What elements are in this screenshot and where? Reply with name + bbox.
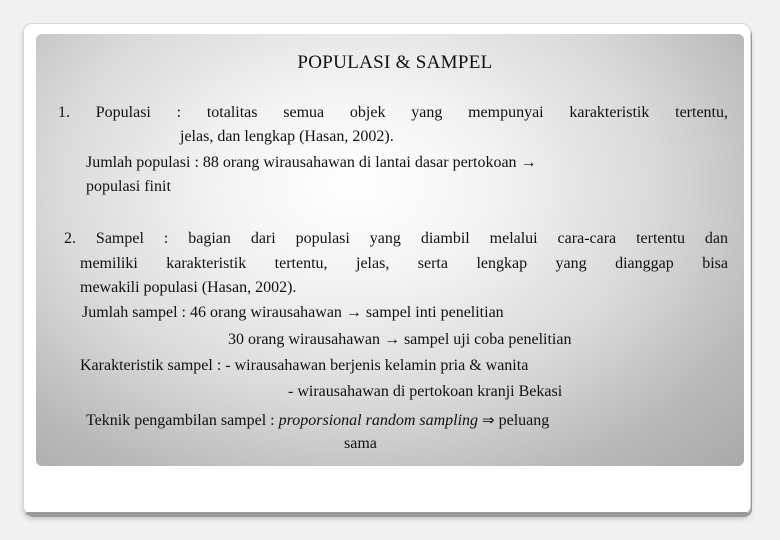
populasi-definition-line-1: 1. Populasi : totalitas semua objek yang mempunyai karakteristik tertentu, <box>58 104 728 121</box>
sampling-technique-continuation: sama <box>344 435 377 452</box>
sampling-method: proporsional random sampling <box>278 412 479 429</box>
sampel-count-line-2: 30 orang wirausahawan → sampel uji coba penelitian <box>228 331 572 348</box>
sampling-technique-label: Teknik pengambilan sampel : <box>86 412 275 429</box>
sampel-definition-line-2: memiliki karakteristik tertentu, jelas, serta lengkap yang dianggap bisa <box>80 255 728 272</box>
sampel-characteristic-line-2: - wirausahawan di pertokoan kranji Bekasi <box>288 383 563 400</box>
sampel-definition-line-1: 2. Sampel : bagian dari populasi yang diambil melalui cara-cara tertentu dan <box>64 230 728 247</box>
page-title: POPULASI & SAMPEL <box>297 52 493 73</box>
sampel-definition-line-3: mewakili populasi (Hasan, 2002). <box>80 279 297 296</box>
sampling-technique-line <box>86 410 549 431</box>
populasi-definition-line-2: jelas, dan lengkap (Hasan, 2002). <box>180 128 394 145</box>
implies-arrow-icon: ⇒ <box>482 411 495 429</box>
slide-bottom-border <box>26 512 748 515</box>
populasi-count-line: Jumlah populasi : 88 orang wirausahawan di lantai dasar pertokoan → <box>86 154 537 171</box>
sampel-characteristic-line-1: Karakteristik sampel : - wirausahawan berjenis kelamin pria & wanita <box>80 357 529 374</box>
sampling-technique-suffix: peluang <box>498 412 550 429</box>
populasi-type-line: populasi finit <box>86 178 171 195</box>
sampel-count-line-1: Jumlah sampel : 46 orang wirausahawan → sampel inti penelitian <box>82 304 504 321</box>
